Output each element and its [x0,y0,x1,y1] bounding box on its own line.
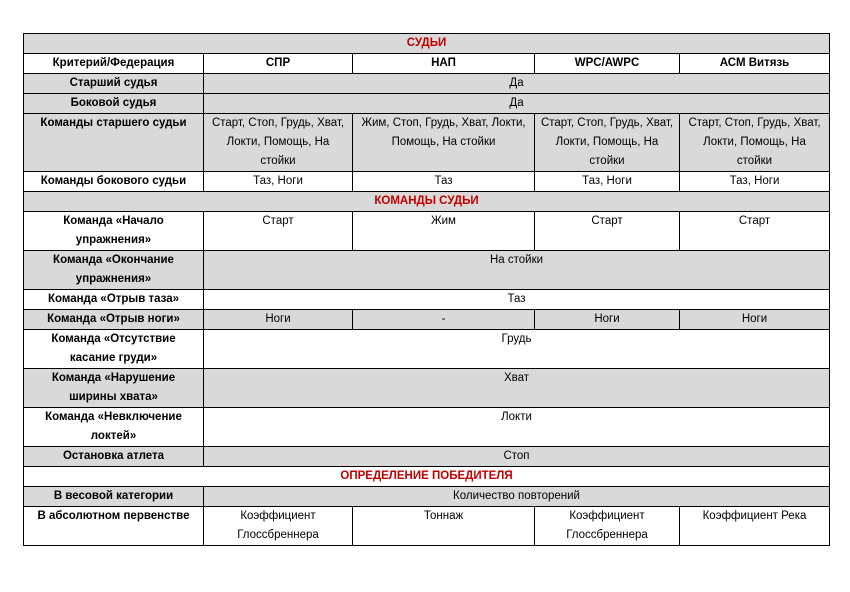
criterion-header: Критерий/Федерация [24,54,204,74]
cell: Таз [204,290,830,310]
row-label: Боковой судья [24,94,204,114]
cell: Жим, Стоп, Грудь, Хват, Локти, Помощь, На стойки [353,114,535,172]
table-row [24,408,830,447]
table-row [24,114,830,172]
section-title-winner: ОПРЕДЕЛЕНИЕ ПОБЕДИТЕЛЯ [24,467,830,487]
cell: - [353,310,535,330]
row-label: Команды старшего судьи [24,114,204,172]
row-label: В весовой категории [24,487,204,507]
fed-header: WPC/AWPC [535,54,680,74]
table-row [24,94,830,114]
section-row-commands [24,192,830,212]
cell: На стойки [204,251,830,290]
cell: Локти [204,408,830,447]
row-label: В абсолютном первенстве [24,507,204,546]
cell: Коэффициент Глоссбреннера [204,507,353,546]
row-label: Команда «Невключение локтей» [24,408,204,447]
table-row [24,74,830,94]
cell: Таз, Ноги [680,172,830,192]
row-label: Команда «Отсутствие касание груди» [24,330,204,369]
table-row [24,310,830,330]
table-row [24,447,830,467]
cell: Коэффициент Река [680,507,830,546]
section-title-commands: КОМАНДЫ СУДЬИ [24,192,830,212]
cell: Хват [204,369,830,408]
table-row [24,251,830,290]
section-row-winner [24,467,830,487]
header-row [24,54,830,74]
cell: Грудь [204,330,830,369]
row-label: Старший судья [24,74,204,94]
cell: Ноги [204,310,353,330]
table-row [24,290,830,310]
fed-header: НАП [353,54,535,74]
table-row [24,212,830,251]
cell: Да [204,94,830,114]
cell: Ноги [680,310,830,330]
cell: Таз [353,172,535,192]
cell: Таз, Ноги [204,172,353,192]
row-label: Команда «Отрыв таза» [24,290,204,310]
row-label: Команда «Нарушение ширины хвата» [24,369,204,408]
cell: Тоннаж [353,507,535,546]
federation-comparison-table [23,33,830,546]
cell: Количество повторений [204,487,830,507]
cell: Жим [353,212,535,251]
fed-header: АСМ Витязь [680,54,830,74]
table-row [24,487,830,507]
table-row [24,507,830,546]
cell: Старт, Стоп, Грудь, Хват, Локти, Помощь, На стойки [535,114,680,172]
row-label: Команда «Отрыв ноги» [24,310,204,330]
section-title-judges: СУДЬИ [24,34,830,54]
cell: Старт, Стоп, Грудь, Хват, Локти, Помощь, На стойки [204,114,353,172]
fed-header: СПР [204,54,353,74]
cell: Стоп [204,447,830,467]
row-label: Команда «Окончание упражнения» [24,251,204,290]
cell: Старт [204,212,353,251]
row-label: Команда «Начало упражнения» [24,212,204,251]
cell: Таз, Ноги [535,172,680,192]
cell: Коэффициент Глоссбреннера [535,507,680,546]
section-row-judges [24,34,830,54]
table-row [24,330,830,369]
cell: Старт [680,212,830,251]
cell: Да [204,74,830,94]
cell: Старт [535,212,680,251]
row-label: Остановка атлета [24,447,204,467]
cell: Ноги [535,310,680,330]
table-row [24,369,830,408]
cell: Старт, Стоп, Грудь, Хват, Локти, Помощь, На стойки [680,114,830,172]
table-row [24,172,830,192]
row-label: Команды бокового судьи [24,172,204,192]
